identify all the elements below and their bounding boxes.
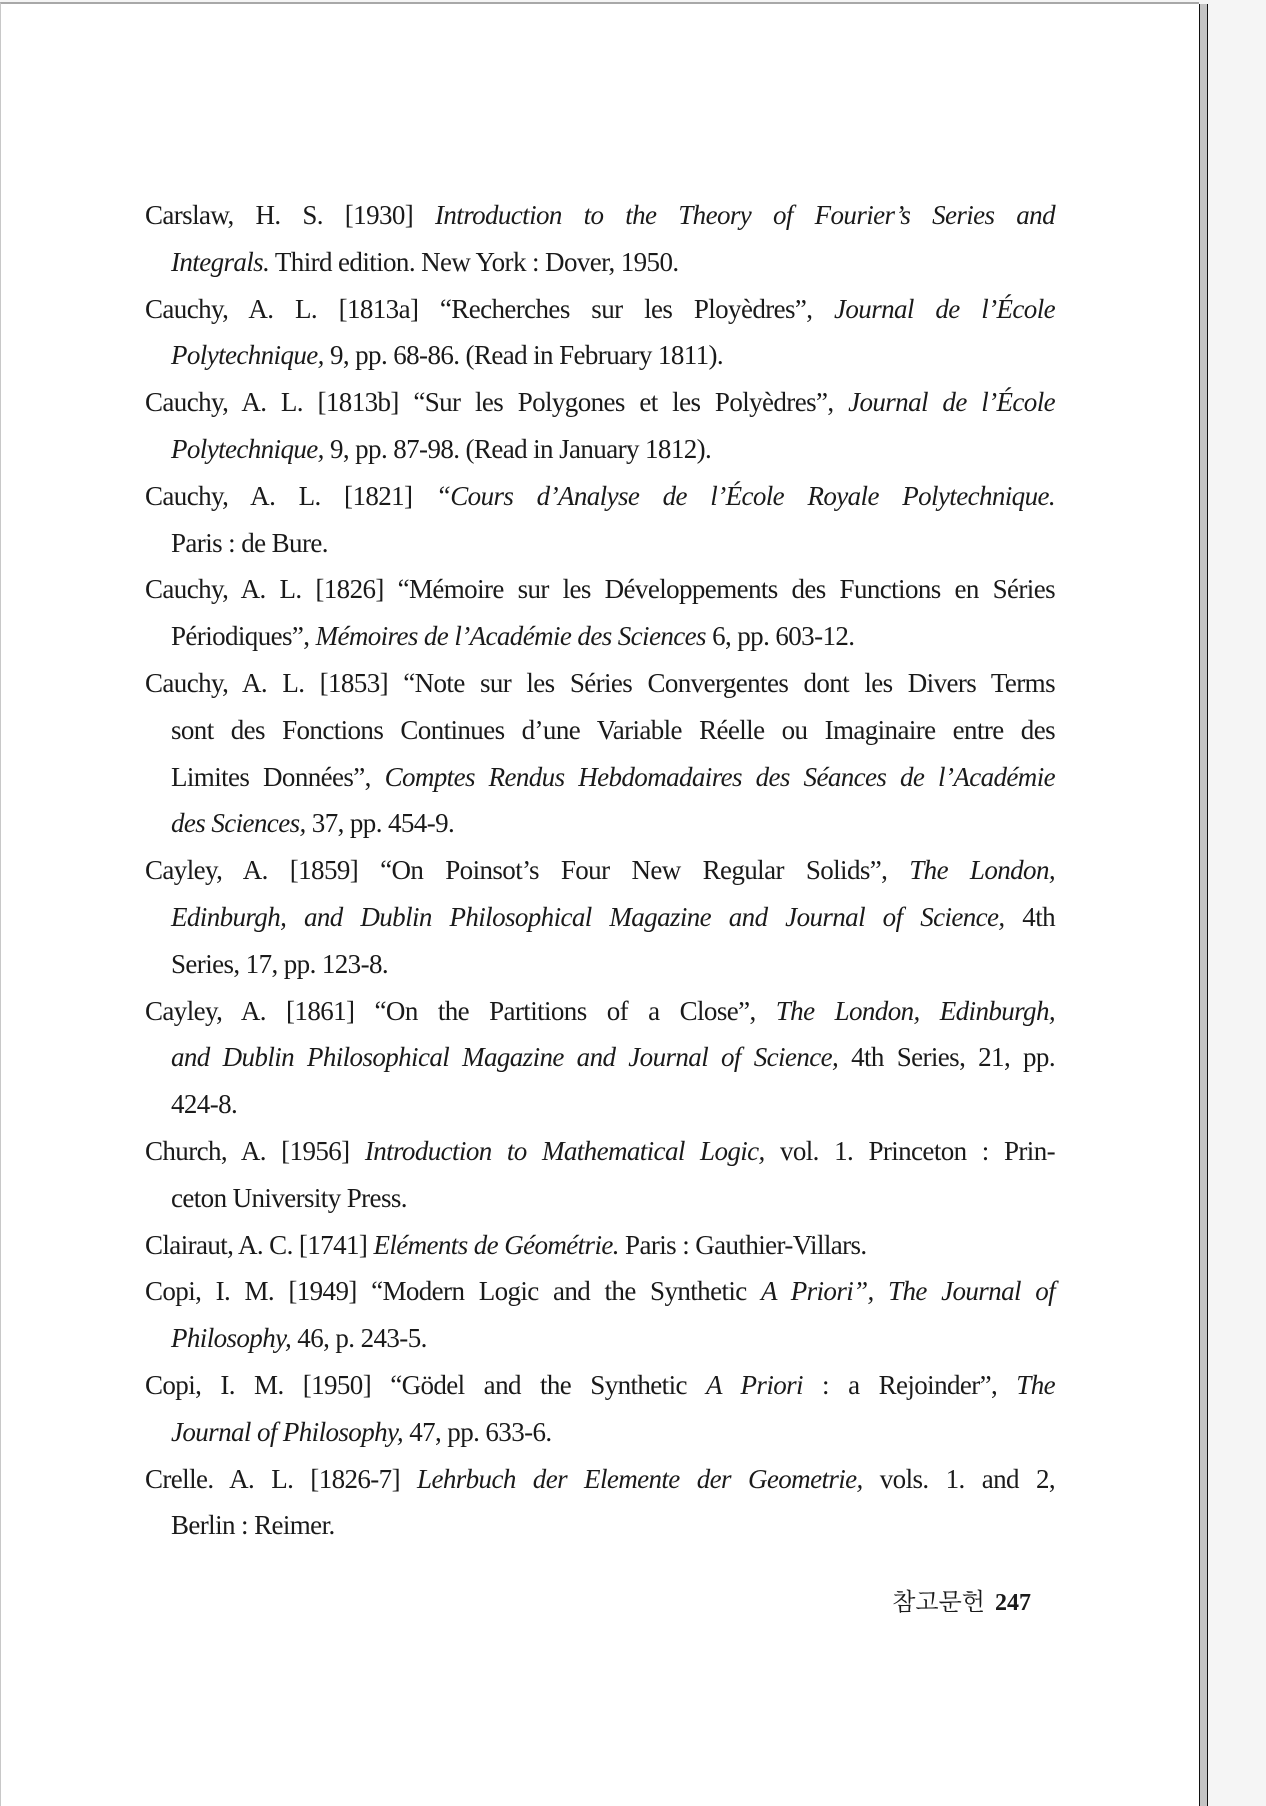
reference-text: vol. 1. Princeton : Prin- [764, 1135, 1055, 1166]
reference-entry [145, 1362, 1055, 1456]
reference-italic-text: and Dublin Philosophical Magazine and Journal of Science, [171, 1042, 839, 1073]
reference-text: Cauchy, A. L. [1813a] “Recherches sur les Ployèdres”, [145, 293, 835, 324]
reference-entry [145, 566, 1055, 660]
page-number: 247 [995, 1590, 1031, 1616]
reference-entry [145, 192, 1055, 286]
reference-line [145, 1502, 1055, 1549]
reference-text: Cauchy, A. L. [1853] “Note sur les Séries Convergentes dont les Divers Terms [145, 667, 1055, 698]
reference-italic-text: A Priori”, The Journal of [760, 1276, 1056, 1307]
reference-entry [145, 1268, 1055, 1362]
reference-italic-text: Edinburgh, and Dublin Philosophical Magazine and Journal of Science, [171, 901, 1005, 932]
reference-line [145, 1409, 1055, 1456]
reference-text: : a Rejoinder”, [802, 1369, 1017, 1400]
reference-line [145, 1222, 1055, 1269]
reference-line [145, 1128, 1055, 1175]
reference-entry [145, 1222, 1055, 1269]
reference-line [145, 941, 1055, 988]
reference-line [145, 566, 1055, 613]
reference-line [145, 1081, 1055, 1128]
reference-text: 424-8. [171, 1089, 238, 1120]
reference-text: Cauchy, A. L. [1826] “Mémoire sur les Développements des Functions en Séries [145, 574, 1055, 605]
reference-italic-text: Philosophy, [171, 1323, 292, 1354]
reference-line [145, 707, 1055, 754]
reference-text: Copi, I. M. [1950] “Gödel and the Synthetic [145, 1369, 706, 1400]
reference-text: 37, pp. 454-9. [305, 808, 455, 839]
reference-italic-text: Polytechnique, [171, 433, 324, 464]
reference-italic-text: Introduction to Mathematical Logic, [364, 1135, 765, 1166]
reference-text: Carslaw, H. S. [1930] [145, 200, 435, 230]
reference-entry [145, 1128, 1055, 1222]
reference-italic-text: Eléments de Géométrie. [373, 1229, 619, 1260]
reference-line [145, 613, 1055, 660]
reference-text: Clairaut, A. C. [1741] [145, 1229, 374, 1260]
reference-italic-text: “Cours d’Analyse de l’École Royale Polytechnique. [435, 480, 1056, 511]
reference-italic-text: Journal of Philosophy, [171, 1416, 404, 1447]
reference-text: Third edition. New York : Dover, 1950. [269, 246, 679, 277]
reference-line [145, 800, 1055, 847]
reference-line [145, 894, 1055, 941]
reference-line [145, 754, 1055, 801]
reference-entry [145, 286, 1055, 380]
reference-line [145, 239, 1055, 286]
reference-text: 9, pp. 87-98. (Read in January 1812). [323, 433, 712, 464]
reference-italic-text: The [1016, 1369, 1055, 1400]
reference-text: 4th [1004, 901, 1056, 932]
reference-text: 46, p. 243-5. [291, 1323, 427, 1354]
reference-text: Limites Données”, [171, 761, 385, 792]
reference-text: Périodiques”, [171, 621, 316, 652]
reference-text: ceton University Press. [171, 1182, 407, 1213]
reference-italic-text: Journal de l’École [848, 387, 1055, 418]
reference-text: vols. 1. and 2, [862, 1463, 1055, 1494]
reference-line [145, 1175, 1055, 1222]
reference-italic-text: The London, [909, 855, 1055, 886]
reference-italic-text: Journal de l’École [834, 293, 1055, 324]
reference-entry [145, 1456, 1055, 1550]
reference-italic-text: Integrals. [171, 246, 270, 277]
reference-text: Cauchy, A. L. [1813b] “Sur les Polygones et les Polyèdres”, [145, 387, 849, 418]
reference-line [145, 988, 1055, 1035]
book-page [0, 2, 1199, 1806]
reference-text: Cauchy, A. L. [1821] [145, 480, 436, 511]
reference-italic-text: des Sciences, [171, 808, 306, 839]
page-edge [1199, 4, 1208, 1806]
reference-entry [145, 473, 1055, 567]
reference-line [145, 379, 1055, 426]
reference-text: 47, pp. 633-6. [403, 1416, 552, 1447]
reference-line [145, 192, 1055, 239]
reference-text: Crelle. A. L. [1826-7] [145, 1463, 418, 1494]
reference-line [145, 332, 1055, 379]
page-footer [871, 1582, 1031, 1617]
running-footer-section: 참고문헌 [892, 1590, 985, 1616]
reference-text: Church, A. [1956] [145, 1135, 365, 1166]
reference-text: Paris : Gauthier-Villars. [618, 1229, 867, 1260]
reference-italic-text: The London, Edinburgh, [775, 995, 1055, 1026]
reference-italic-text: Lehrbuch der Elemente der Geometrie, [417, 1463, 863, 1494]
reference-list [145, 192, 1055, 1549]
reference-text: sont des Fonctions Continues d’une Variable Réelle ou Imaginaire entre des [171, 714, 1055, 745]
reference-italic-text: Polytechnique, [171, 340, 324, 371]
reference-text: Copi, I. M. [1949] “Modern Logic and the Synthetic [145, 1276, 761, 1307]
reference-text: Paris : de Bure. [171, 527, 328, 558]
reference-line [145, 286, 1055, 333]
reference-line [145, 1456, 1055, 1503]
reference-line [145, 426, 1055, 473]
reference-text: Cayley, A. [1861] “On the Partitions of a Close”, [145, 995, 776, 1026]
reference-entry [145, 660, 1055, 847]
reference-italic-text: A Priori [706, 1369, 803, 1400]
reference-line [145, 847, 1055, 894]
reference-text: 4th Series, 21, pp. [838, 1042, 1055, 1073]
reference-line [145, 660, 1055, 707]
reference-line [145, 1315, 1055, 1362]
reference-text: 9, pp. 68-86. (Read in February 1811). [323, 340, 724, 371]
reference-text: Series, 17, pp. 123-8. [171, 948, 389, 979]
reference-line [145, 1268, 1055, 1315]
reference-line [145, 1034, 1055, 1081]
reference-entry [145, 847, 1055, 987]
reference-line [145, 473, 1055, 520]
reference-line [145, 520, 1055, 567]
reference-line [145, 1362, 1055, 1409]
reference-entry [145, 988, 1055, 1128]
reference-entry [145, 379, 1055, 473]
reference-italic-text: Introduction to the Theory of Fourier’s Series and [435, 200, 1055, 230]
reference-italic-text: Mémoires de l’Académie des Sciences [315, 621, 706, 652]
reference-text: 6, pp. 603-12. [705, 621, 855, 652]
reference-italic-text: Comptes Rendus Hebdomadaires des Séances de l’Académie [384, 761, 1055, 792]
reference-text: Berlin : Reimer. [171, 1510, 335, 1541]
reference-text: Cayley, A. [1859] “On Poinsot’s Four New Regular Solids”, [145, 855, 910, 886]
